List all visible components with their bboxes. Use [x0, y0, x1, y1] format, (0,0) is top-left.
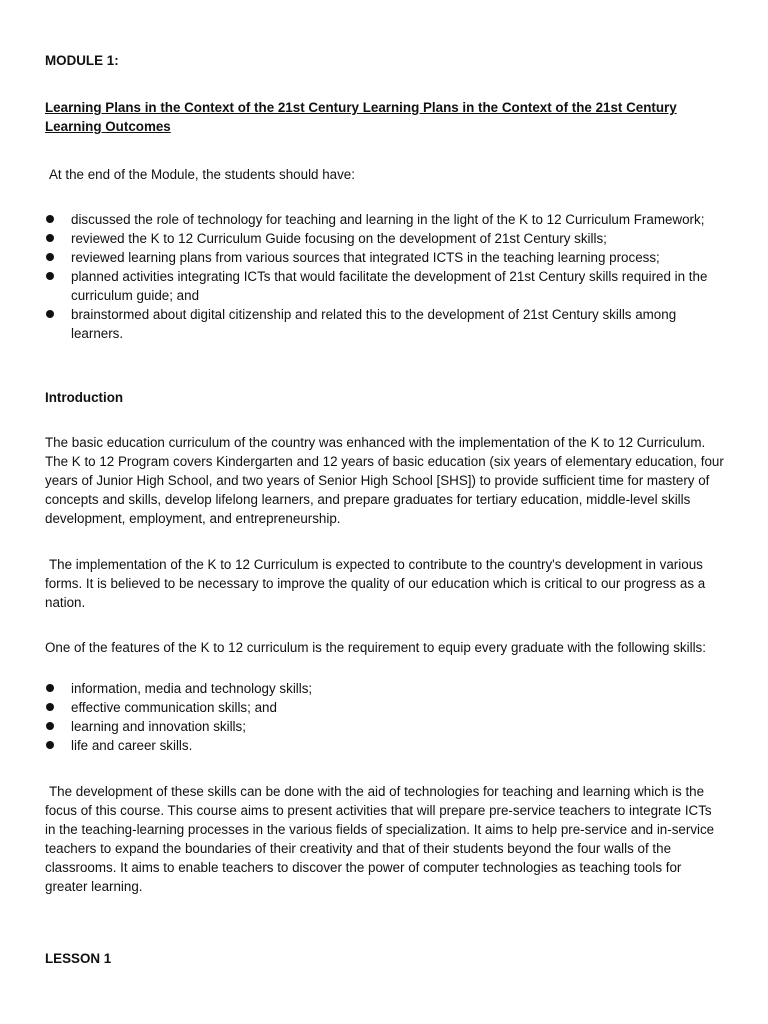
bullet-icon [46, 684, 54, 692]
module-title: Learning Plans in the Context of the 21st Century Learning Plans in the Context of the 21st Century Learning Outcomes [45, 100, 677, 134]
bullet-icon [46, 310, 54, 318]
outcomes-list [45, 210, 725, 343]
list-item: discussed the role of technology for teaching and learning in the light of the K to 12 Curriculum Framework; [45, 210, 725, 229]
module-heading: MODULE 1: [45, 53, 119, 68]
list-item: learning and innovation skills; [45, 717, 725, 736]
skills-list [45, 679, 725, 755]
introduction-heading: Introduction [45, 390, 124, 405]
intro-paragraph-1: The basic education curriculum of the country was enhanced with the implementation of the K to 12 Curriculum. The K to 12 Program covers Kindergarten and 12 years of basic education (six years of elementary education, four years of Junior High School, and two years of Senior High School [SHS]) to provide sufficient time for mastery of concepts and skills, develop lifelong learners, and prepare graduates for tertiary education, middle-level skills development, employment, and entrepreneurship. [45, 435, 724, 526]
list-item: reviewed learning plans from various sources that integrated ICTS in the teaching learning process; [45, 248, 725, 267]
bullet-icon [46, 253, 54, 261]
list-item: life and career skills. [45, 736, 725, 755]
bullet-icon [46, 215, 54, 223]
intro-paragraph-2: The implementation of the K to 12 Curriculum is expected to contribute to the country's development in various forms. It is believed to be necessary to improve the quality of our education which is critical to our progress as a nation. [45, 557, 706, 610]
bullet-icon [46, 741, 54, 749]
list-item: effective communication skills; and [45, 698, 725, 717]
list-item: reviewed the K to 12 Curriculum Guide focusing on the development of 21st Century skills; [45, 229, 725, 248]
bullet-icon [46, 234, 54, 242]
bullet-icon [46, 722, 54, 730]
list-item: planned activities integrating ICTs that would facilitate the development of 21st Century skills required in the curriculum guide; and [45, 267, 725, 305]
bullet-icon [46, 272, 54, 280]
skills-intro: One of the features of the K to 12 curriculum is the requirement to equip every graduate with the following skills: [45, 640, 706, 655]
list-item: information, media and technology skills; [45, 679, 725, 698]
intro-paragraph-3: The development of these skills can be done with the aid of technologies for teaching and learning which is the focus of this course. This course aims to present activities that will prepare pre-service teachers to integrate ICTs in the teaching-learning processes in the various fields of specialization. It aims to help pre-service and in-service teachers to expand the boundaries of their creativity and that of their students beyond the four walls of the classrooms. It aims to enable teachers to discover the power of computer technologies as teaching tools for greater learning. [45, 784, 715, 894]
bullet-icon [46, 703, 54, 711]
lesson-heading: LESSON 1 [45, 951, 112, 966]
outcomes-intro: At the end of the Module, the students should have: [49, 167, 355, 182]
list-item: brainstormed about digital citizenship and related this to the development of 21st Century skills among learners. [45, 305, 725, 343]
